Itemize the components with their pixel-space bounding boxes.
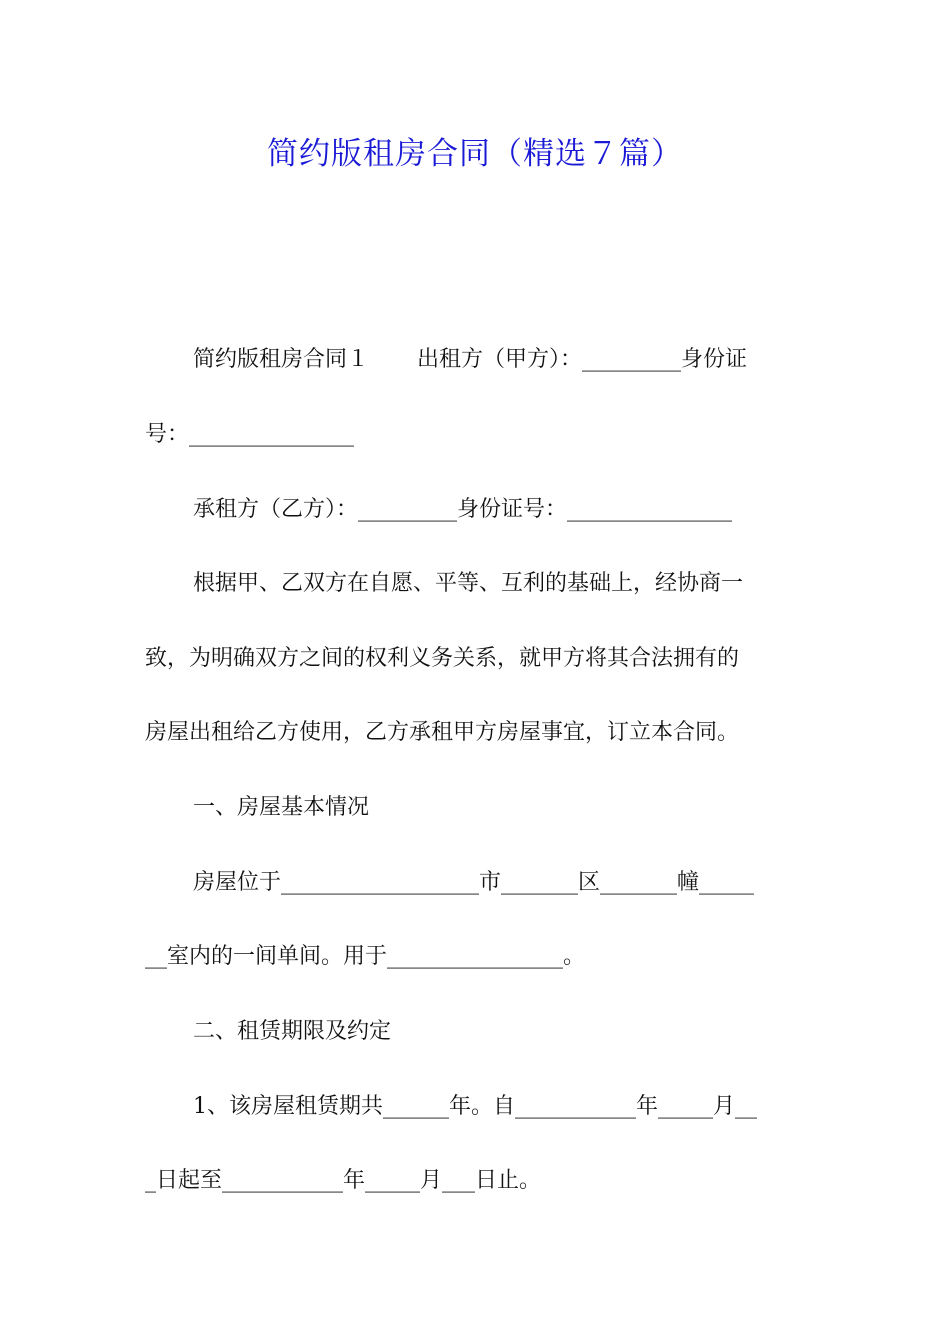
paragraph-line-6: 房屋出租给乙方使用，乙方承租甲方房屋事宜，订立本合同。 bbox=[145, 720, 740, 745]
contract-heading: 简约版租房合同１ bbox=[193, 347, 370, 372]
paragraph-line-9: __室内的一间单间。用于________________。 bbox=[145, 944, 586, 969]
paragraph-line-8: 房屋位于__________________市_______区_______幢_____ bbox=[193, 870, 755, 895]
paragraph-line-3: 承租方（乙方）：_________身份证号：_______________ bbox=[193, 497, 733, 522]
lessor-field: 出租方（甲方）：_________身份证 bbox=[417, 347, 748, 372]
document-title: 简约版租房合同（精选７篇） bbox=[267, 136, 683, 172]
paragraph-line-2: 号：_______________ bbox=[145, 422, 355, 447]
section-heading-2: 二、租赁期限及约定 bbox=[193, 1019, 392, 1044]
paragraph-line-12: _日起至___________年_____月___日止。 bbox=[145, 1168, 542, 1193]
paragraph-line-11: 1、该房屋租赁期共______年。自___________年_____月__ bbox=[193, 1094, 757, 1119]
paragraph-line-1 bbox=[193, 345, 810, 375]
section-heading-1: 一、房屋基本情况 bbox=[193, 795, 370, 820]
paragraph-line-4: 根据甲、乙双方在自愿、平等、互利的基础上，经协商一 bbox=[193, 571, 744, 596]
paragraph-line-5: 致，为明确双方之间的权利义务关系，就甲方将其合法拥有的 bbox=[145, 646, 740, 671]
